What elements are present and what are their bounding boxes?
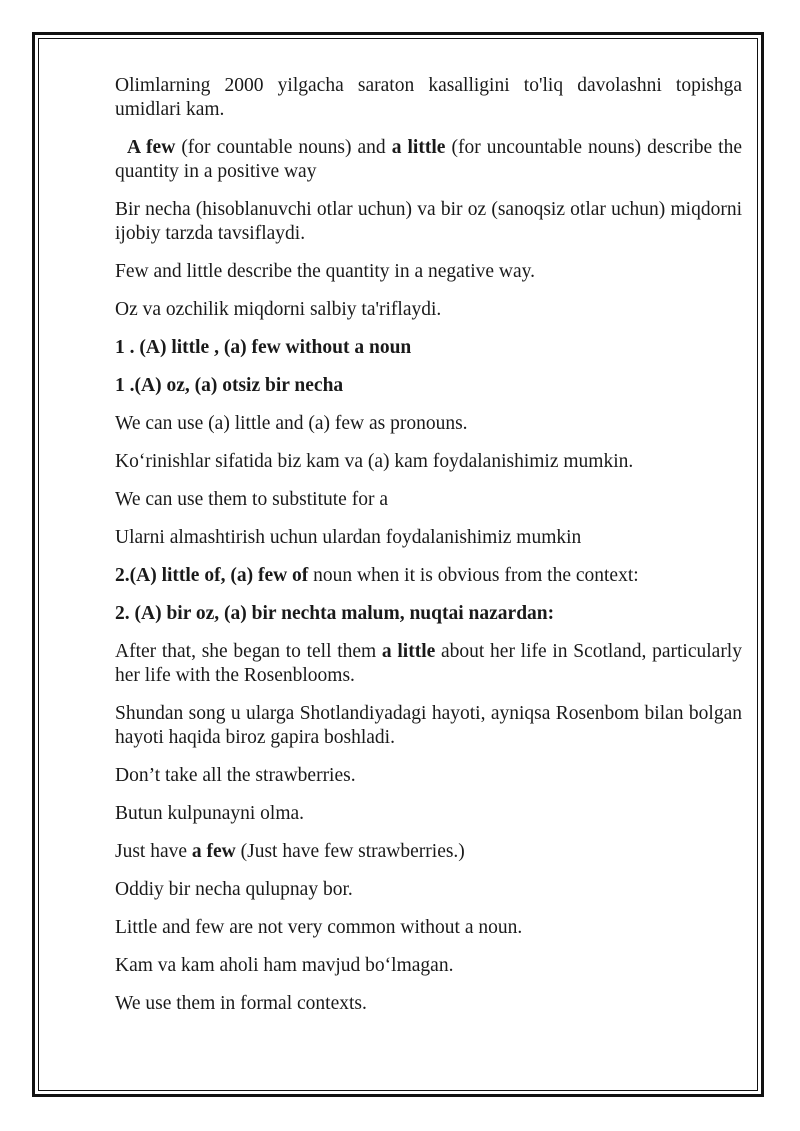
text-run: (for uncountable nouns) describe the quantity in a positive way	[115, 137, 742, 182]
paragraph-p6	[115, 336, 742, 360]
paragraph-p10	[115, 488, 742, 512]
bold-text: a little	[381, 641, 436, 662]
text-run: Ularni almashtirish uchun ulardan foydalanishimiz mumkin	[115, 527, 582, 548]
paragraph-p13	[115, 602, 742, 626]
paragraph-p9	[115, 450, 742, 474]
paragraph-p18	[115, 840, 742, 864]
paragraph-p7	[115, 374, 742, 398]
paragraph-p16	[115, 764, 742, 788]
text-run: Kam va kam aholi ham mavjud bo‘lmagan.	[115, 955, 454, 976]
paragraph-p11	[115, 526, 742, 550]
text-run: Oz va ozchilik miqdorni salbiy ta'riflaydi.	[115, 299, 442, 320]
text-run: Bir necha (hisoblanuvchi otlar uchun) va bir oz (sanoqsiz otlar uchun) miqdorni ijobiy tarzda tavsiflaydi.	[115, 199, 742, 244]
paragraph-p21	[115, 954, 742, 978]
bold-text: 2.(A) little of, (a) few of	[115, 565, 309, 586]
paragraph-p14	[115, 640, 742, 688]
text-run: We use them in formal contexts.	[115, 993, 367, 1014]
document-body	[115, 74, 742, 1016]
text-run: about her life in Scotland, particularly her life with the Rosenblooms.	[115, 641, 742, 686]
text-run: Oddiy bir necha qulupnay bor.	[115, 879, 353, 900]
paragraph-p20	[115, 916, 742, 940]
text-run: After that, she began to tell them	[115, 641, 382, 662]
paragraph-p15	[115, 702, 742, 750]
bold-text: 1 . (A) little , (a) few without a noun	[115, 337, 412, 358]
bold-text: a little	[391, 137, 446, 158]
text-run: Olimlarning 2000 yilgacha saraton kasalligini to'liq davolashni topishga umidlari kam.	[115, 75, 742, 120]
text-run: noun when it is obvious from the context:	[308, 565, 639, 586]
paragraph-p19	[115, 878, 742, 902]
paragraph-p3	[115, 198, 742, 246]
text-run: (Just have few strawberries.)	[235, 841, 465, 862]
paragraph-p12	[115, 564, 742, 588]
paragraph-p4	[115, 260, 742, 284]
bold-text: 1 .(A) oz, (a) otsiz bir necha	[115, 375, 344, 396]
text-run: Ko‘rinishlar sifatida biz kam va (a) kam foydalanishimiz mumkin.	[115, 451, 634, 472]
bold-text: a few	[191, 841, 236, 862]
text-run: (for countable nouns) and	[175, 137, 392, 158]
text-run: Just have	[115, 841, 192, 862]
paragraph-p5	[115, 298, 742, 322]
paragraph-p17	[115, 802, 742, 826]
paragraph-p22	[115, 992, 742, 1016]
text-run: Butun kulpunayni olma.	[115, 803, 305, 824]
text-run: Few and little describe the quantity in a negative way.	[115, 261, 536, 282]
text-run: We can use them to substitute for a	[115, 489, 388, 510]
paragraph-p8	[115, 412, 742, 436]
bold-text: 2. (A) bir oz, (a) bir nechta malum, nuqtai nazardan:	[115, 603, 555, 624]
bold-text: A few	[127, 137, 176, 158]
text-run: Don’t take all the strawberries.	[115, 765, 356, 786]
paragraph-p1	[115, 74, 742, 122]
text-run: We can use (a) little and (a) few as pronouns.	[115, 413, 468, 434]
paragraph-p2	[115, 136, 742, 184]
text-run: Shundan song u ularga Shotlandiyadagi hayoti, ayniqsa Rosenbom bilan bolgan hayoti haqida biroz gapira boshladi.	[115, 703, 742, 748]
text-run: Little and few are not very common without a noun.	[115, 917, 523, 938]
